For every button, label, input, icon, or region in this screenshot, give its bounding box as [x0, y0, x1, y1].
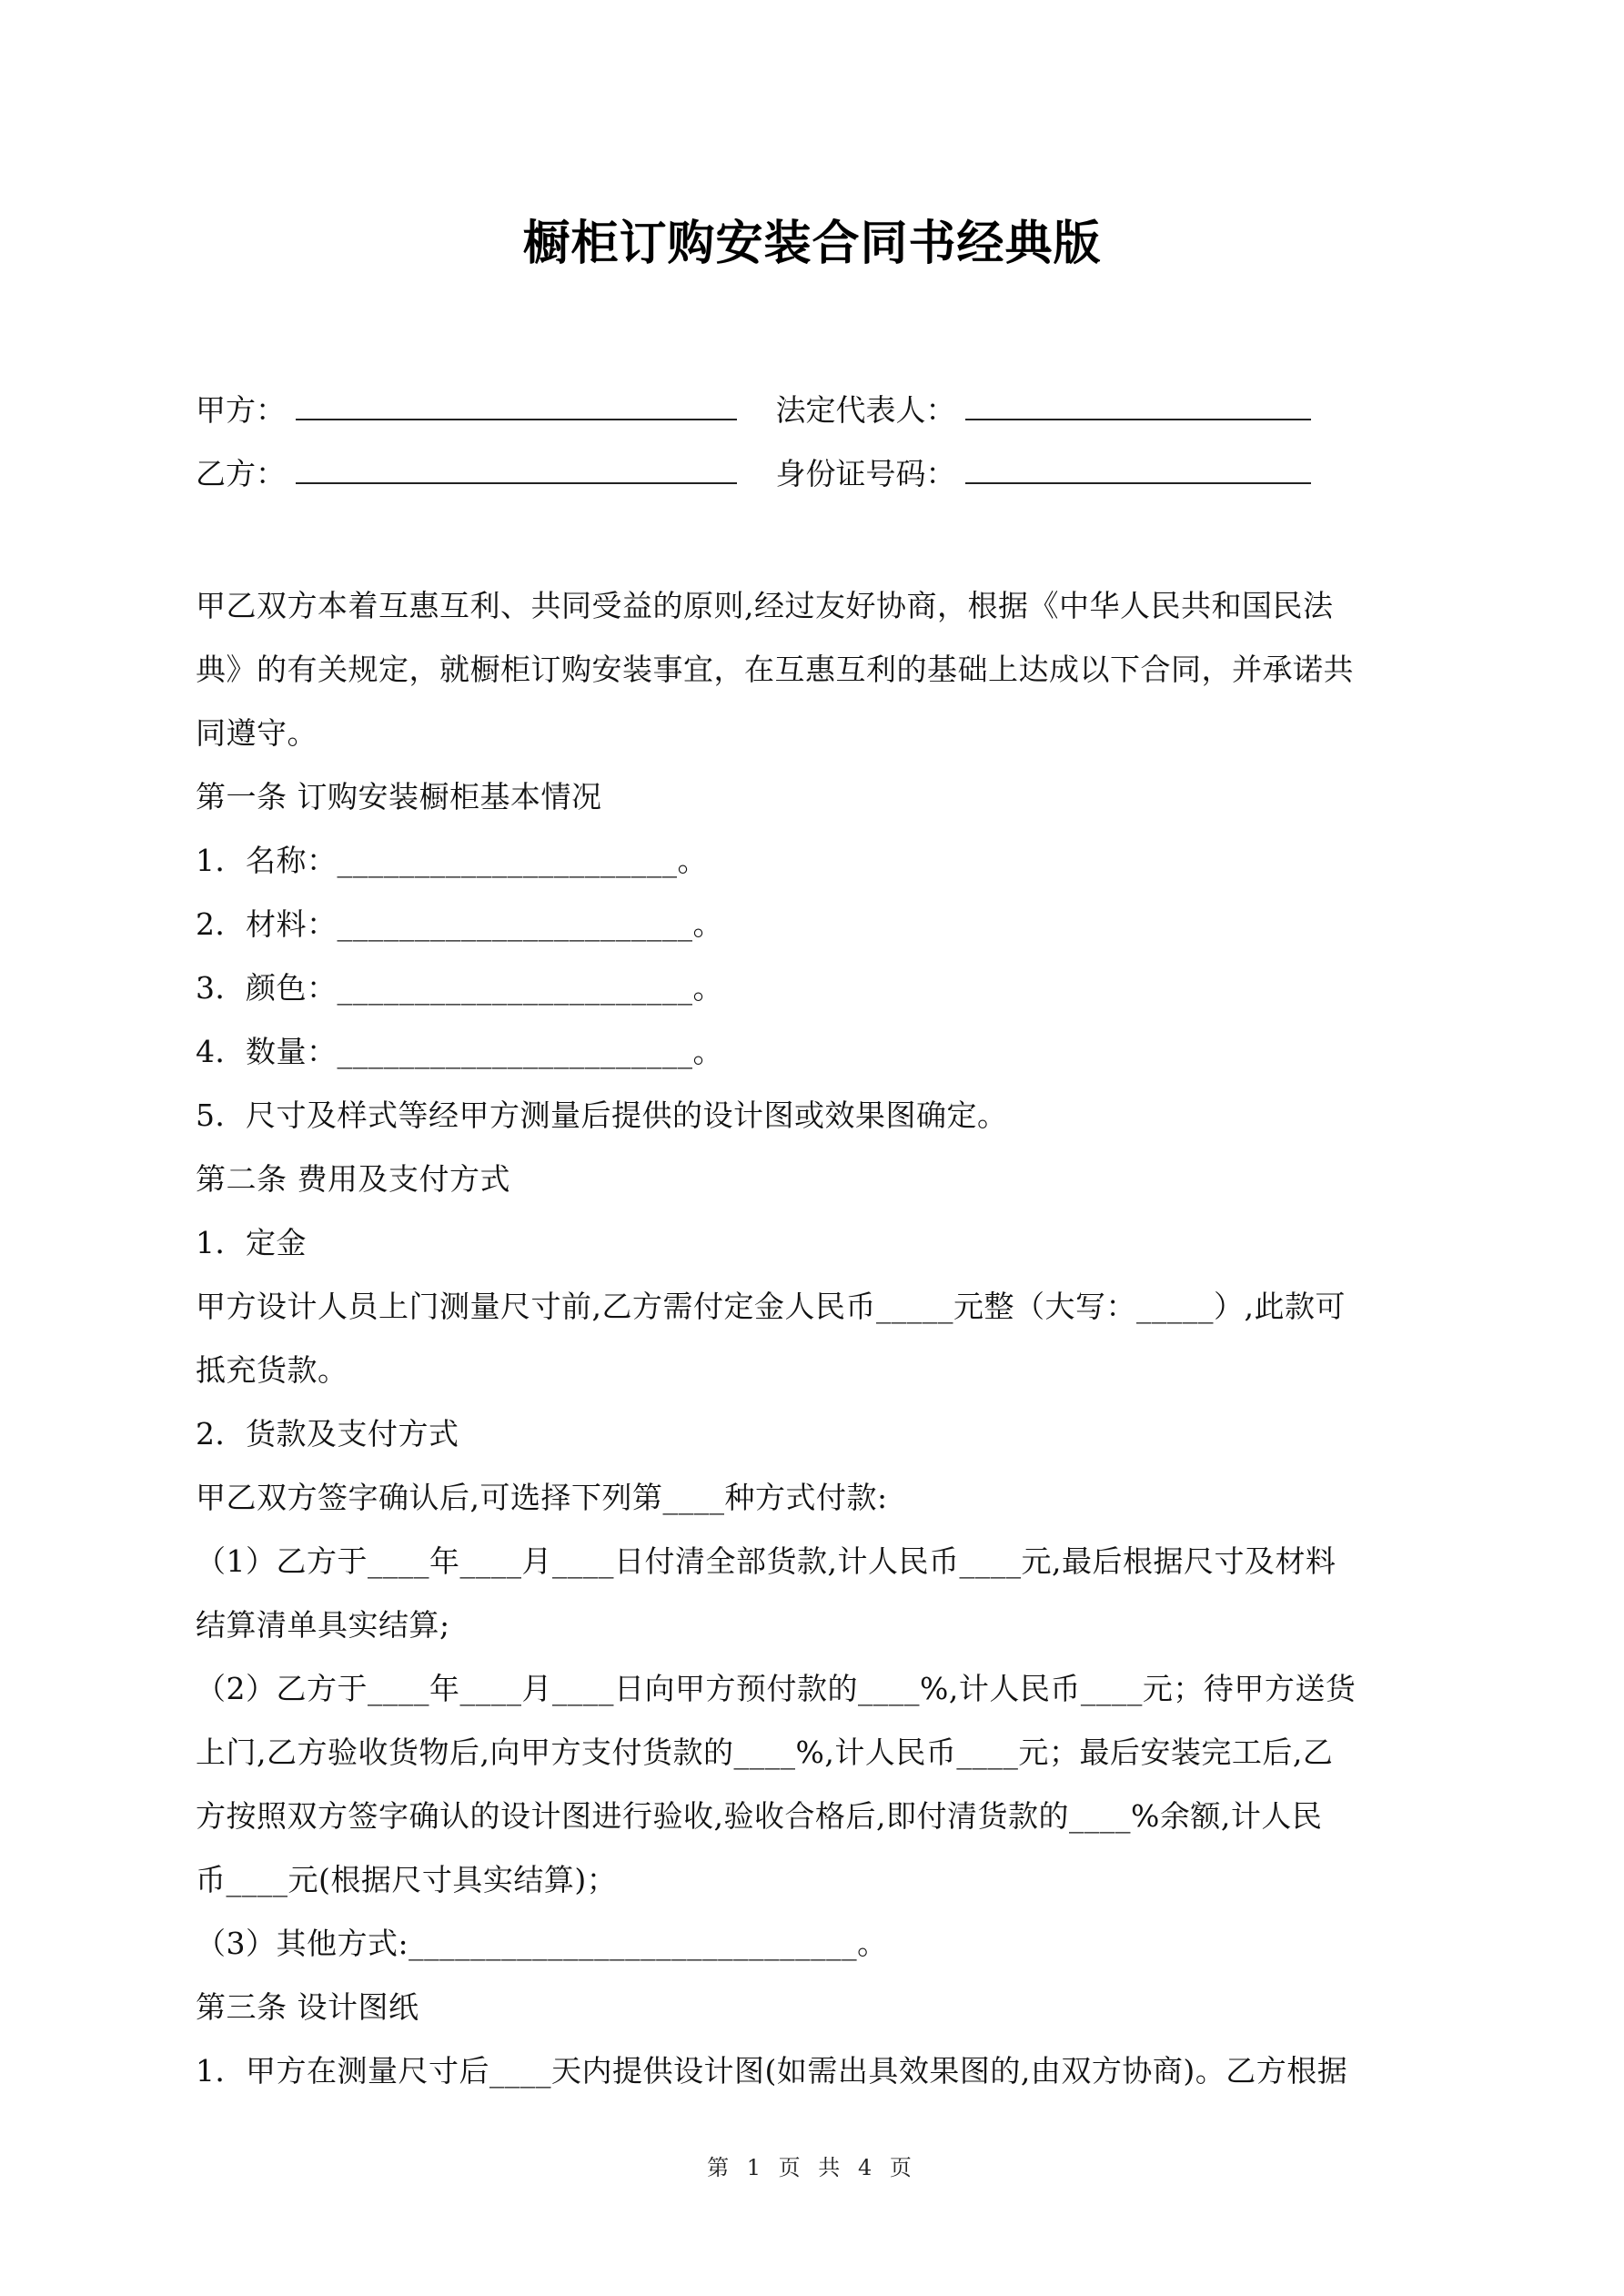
party-a-row [196, 387, 1311, 430]
list-item: 2．材料：_______________________。 [196, 906, 723, 942]
id-number-field[interactable] [965, 457, 1311, 484]
body-line: 抵充货款。 [196, 1352, 348, 1388]
list-item: 3．颜色：_______________________。 [196, 970, 723, 1006]
list-item: 1．名称：______________________。 [196, 843, 708, 878]
id-number-label: 身份证号码： [775, 456, 956, 491]
body-line: （2）乙方于____年____月____日向甲方预付款的____%,计人民币____元；待甲方送货 [196, 1671, 1357, 1706]
legal-rep-field[interactable] [965, 393, 1311, 420]
section-heading: 第二条 费用及支付方式 [196, 1161, 510, 1197]
subsection-heading: 1．定金 [196, 1225, 307, 1260]
section-heading: 第一条 订购安装橱柜基本情况 [196, 779, 602, 814]
subsection-heading: 2．货款及支付方式 [196, 1416, 459, 1451]
party-a-field[interactable] [296, 393, 737, 420]
body-line: （3）其他方式:_____________________________。 [196, 1926, 888, 1961]
body-line: （1）乙方于____年____月____日付清全部货款,计人民币____元,最后根据尺寸及材料 [196, 1543, 1337, 1579]
body-line: 币____元(根据尺寸具实结算)； [196, 1862, 618, 1897]
document-title: 橱柜订购安装合同书经典版 [522, 217, 1102, 271]
legal-rep-label: 法定代表人： [775, 392, 956, 428]
party-b-label: 乙方： [196, 456, 286, 491]
party-a-label: 甲方： [196, 392, 286, 428]
list-item: 4．数量：_______________________。 [196, 1034, 723, 1069]
body-line: 甲乙双方本着互惠互利、共同受益的原则,经过友好协商，根据《中华人民共和国民法 [196, 588, 1334, 623]
body-line: 甲乙双方签字确认后,可选择下列第____种方式付款: [196, 1480, 888, 1515]
body-line: 典》的有关规定，就橱柜订购安装事宜，在互惠互利的基础上达成以下合同，并承诺共 [196, 652, 1354, 687]
body-line: 结算清单具实结算; [196, 1607, 450, 1643]
body-line: 上门,乙方验收货物后,向甲方支付货款的____%,计人民币____元；最后安装完工后,乙 [196, 1735, 1334, 1770]
body-line: 同遵守。 [196, 715, 318, 751]
body-line: 1．甲方在测量尺寸后____天内提供设计图(如需出具效果图的,由双方协商)。乙方根据 [196, 2053, 1348, 2089]
page-number: 第 1 页 共 4 页 [707, 2155, 917, 2180]
party-b-field[interactable] [296, 457, 737, 484]
party-b-row [196, 450, 1311, 493]
list-item: 5．尺寸及样式等经甲方测量后提供的设计图或效果图确定。 [196, 1097, 1008, 1133]
body-line: 甲方设计人员上门测量尺寸前,乙方需付定金人民币_____元整（大写：_____）,此款可 [196, 1289, 1346, 1324]
section-heading: 第三条 设计图纸 [196, 1989, 419, 2025]
body-line: 方按照双方签字确认的设计图进行验收,验收合格后,即付清货款的____%余额,计人民 [196, 1798, 1323, 1834]
